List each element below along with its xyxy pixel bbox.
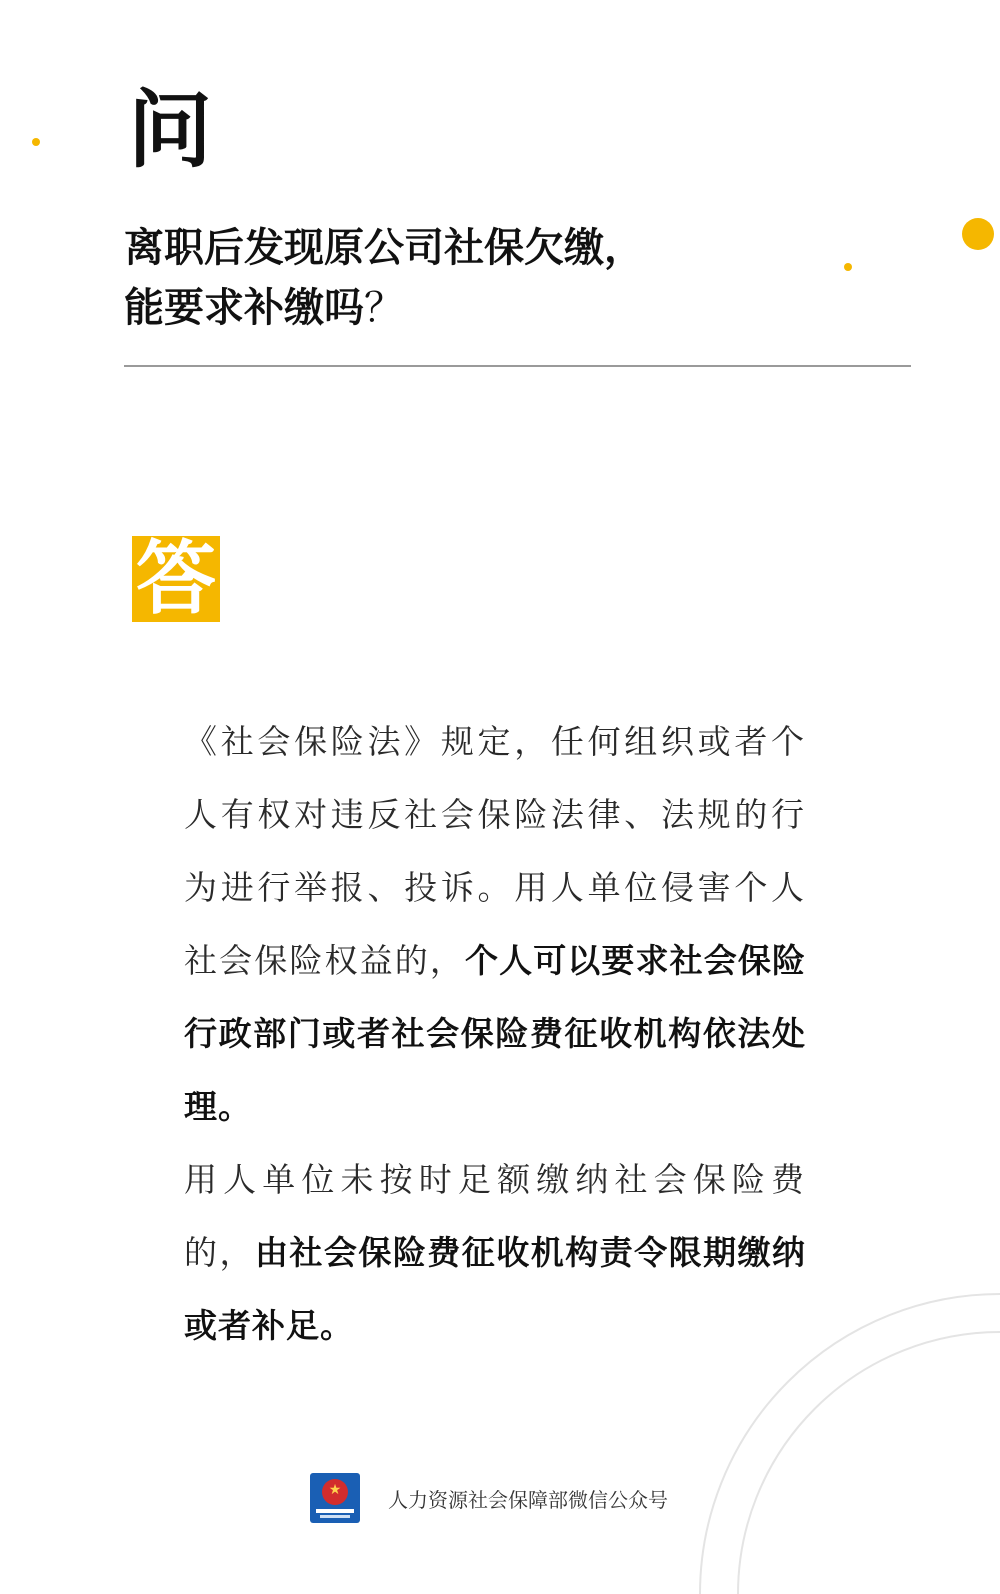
question-badge: 问	[127, 81, 212, 179]
question-line-1: 离职后发现原公司社保欠缴，	[124, 225, 644, 271]
answer-paragraph-2-highlight: 由社会保险费征收机构责令限期缴纳或者补足	[184, 1233, 807, 1345]
question-line-2: 能要求补缴吗	[124, 285, 364, 331]
answer-paragraph-2-text: 用人单位未按时足额缴纳社会保险费的，	[184, 1160, 806, 1272]
answer-paragraph-1-end: 。	[218, 1087, 252, 1126]
footer-account-name: 人力资源社会保障部微信公众号	[388, 1487, 668, 1512]
divider	[124, 365, 911, 367]
answer-body	[184, 705, 806, 1362]
emblem-icon: ★	[310, 1473, 360, 1523]
question-title	[124, 218, 904, 338]
footer	[310, 1472, 668, 1524]
answer-paragraph-1-highlight: 个人可以要求社会保险行政部门或者社会保险费征收机构依法处理	[184, 941, 807, 1126]
answer-paragraph-1-text: 《社会保险法》规定，任何组织或者个人有权对违反社会保险法律、法规的行为进行举报、投诉。用人单位侵害个人社会保险权益的，	[184, 722, 806, 980]
question-mark: ？	[364, 285, 404, 331]
answer-paragraph-2-end: 。	[320, 1306, 354, 1345]
answer-badge: 答	[132, 536, 220, 622]
